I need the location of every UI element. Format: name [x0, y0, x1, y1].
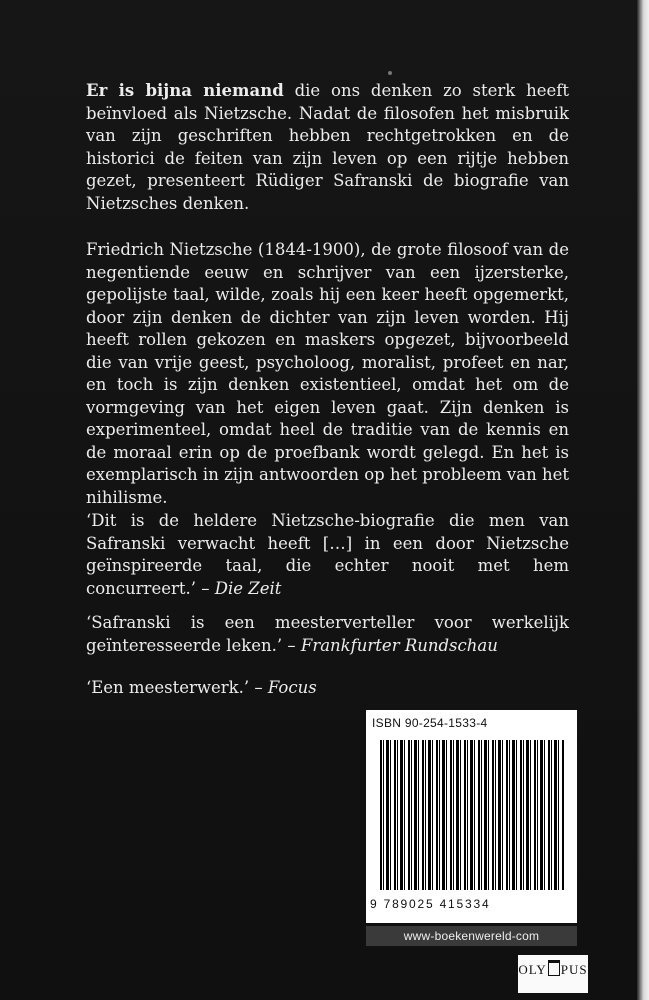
review-quote [86, 510, 569, 600]
pillar-icon [548, 960, 560, 976]
quote-source: Frankfurter Rundschau [300, 635, 498, 655]
quote-source: Die Zeit [214, 578, 282, 598]
isbn-number: ISBN 90-254-1533-4 [372, 716, 488, 730]
review-quote [86, 677, 569, 700]
quote-text: ‘Een meesterwerk.’ – [86, 678, 268, 697]
barcode-label [366, 710, 577, 923]
quote-text: ‘Dit is de heldere Nietzsche-biografie die men van Safranski verwacht heeft […] in een door Nietzsche geïnspireerde taal, die echter nooit met hem concurreert.’ – [86, 511, 569, 598]
blurb-paragraph-2: Friedrich Nietzsche (1844-1900), de grote filosoof van de negentiende eeuw en schrijver van een ijzersterke, gepolijste taal, wilde, zoals hij een keer heeft opgemerkt, door zijn denken de dichter van zijn leven worden. Hij heeft rollen gekozen en maskers opgezet, bijvoorbeeld die van vrije geest, psycholoog, moralist, profeet en nar, en toch is zijn denken existentieel, omdat het om de vormgeving van het eigen leven gaat. Zijn denken is experimenteel, omdat heel de traditie van de kennis en de moraal erin op de proefbank wordt gelegd. En het is exemplarisch in zijn antwoorden op het probleem van het nihilisme. [86, 240, 569, 507]
website-strip: www-boekenwereld-com [366, 926, 577, 946]
barcode-digits: 9 789025 415334 [370, 897, 491, 911]
book-edge [637, 0, 649, 1000]
publisher-name: OLY PUS [518, 962, 588, 977]
blurb-text: die ons denken zo sterk heeft beïnvloed als Nietzsche. Nadat de filosofen het misbruik van zijn geschriften hebben rechtgetrokken en de historici de feiten van zijn leven op een rijtje hebben gezet, presenteert Rüdiger Safranski de biografie van Nietzsches denken. [86, 81, 570, 213]
blurb-lead: Er is bijna niemand [86, 81, 284, 100]
blurb-paragraph-1 [86, 80, 569, 215]
review-quote [86, 612, 569, 657]
cover-dot [388, 71, 392, 75]
quote-source: Focus [267, 678, 317, 697]
quote-text: ‘Safranski is een meesterverteller voor werkelijk geïnteresseerde leken.’ – [86, 613, 569, 655]
barcode-bars [380, 740, 565, 890]
publisher-logo [518, 955, 588, 993]
